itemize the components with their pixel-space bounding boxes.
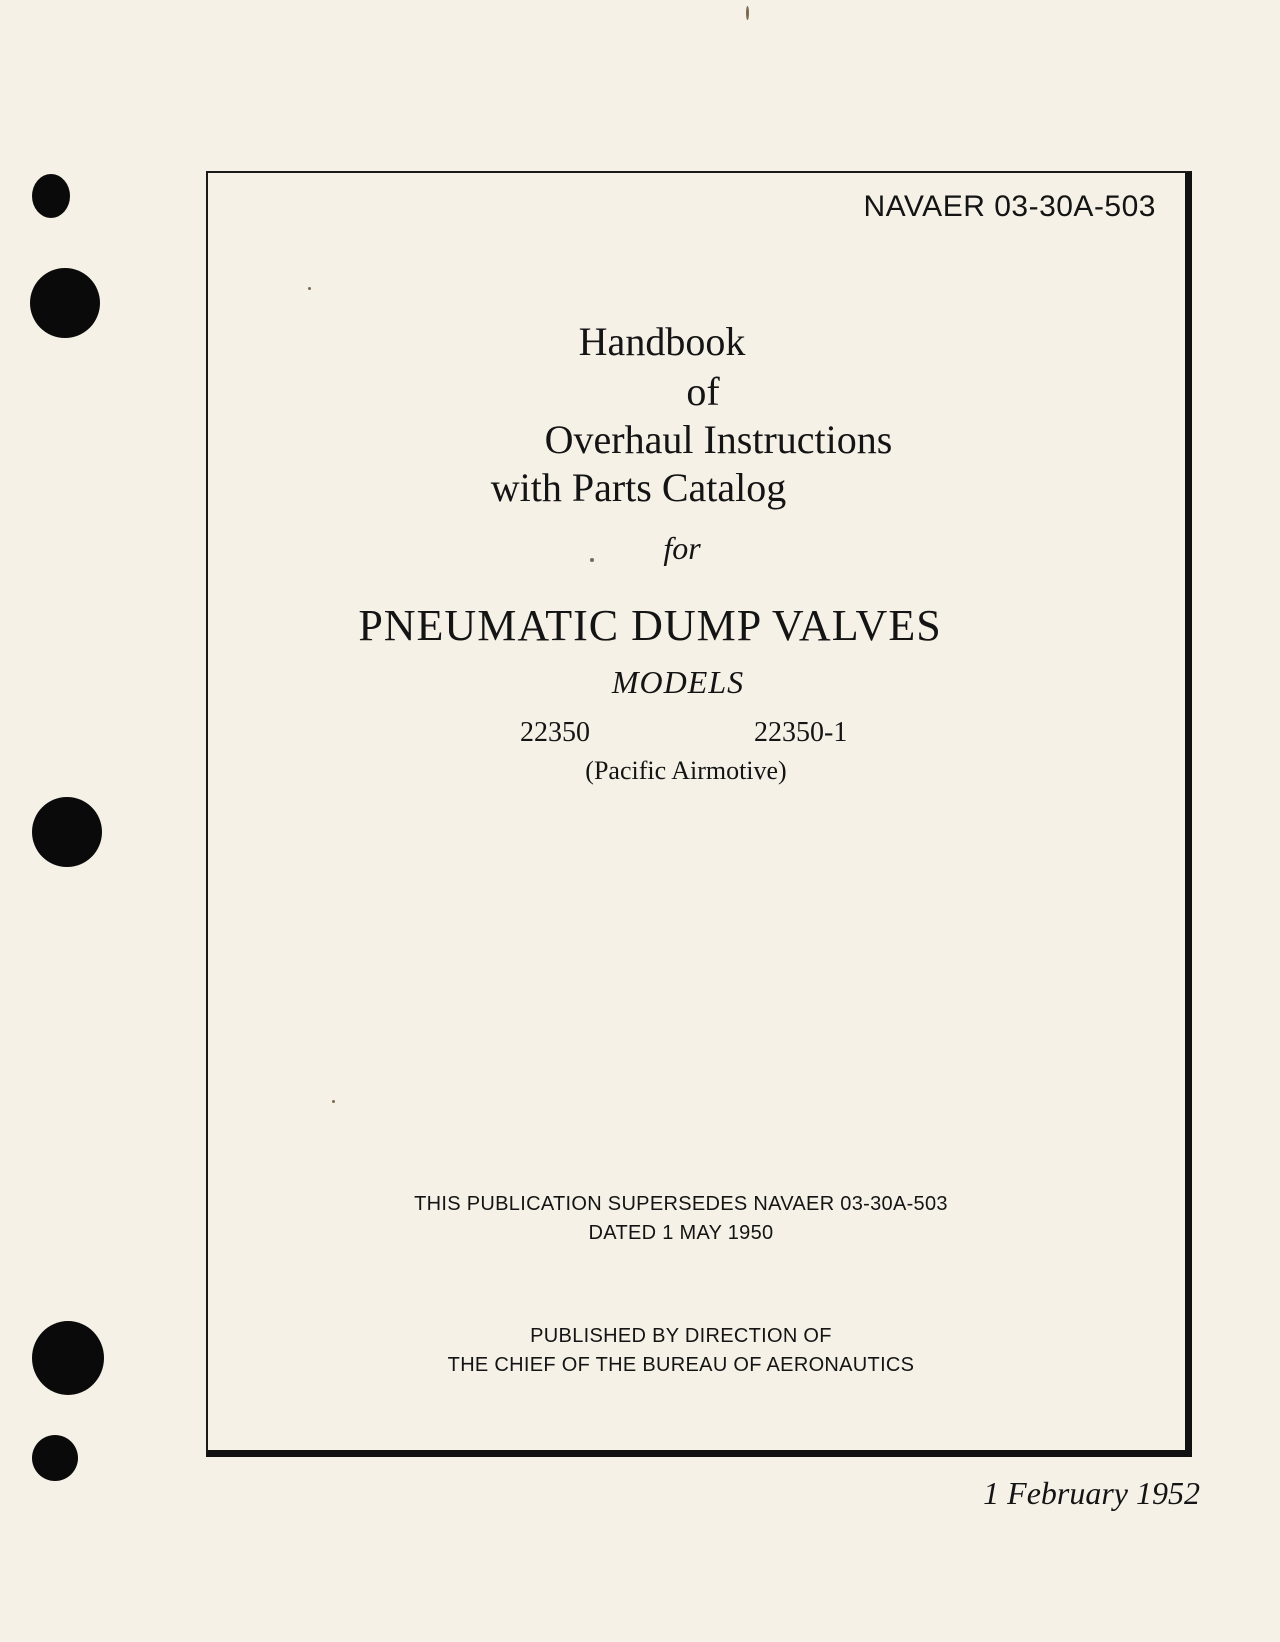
models-label: MODELS [611, 664, 745, 700]
binder-hole [32, 174, 70, 218]
subject-title: PNEUMATIC DUMP VALVES [358, 601, 942, 650]
supersedes-date: DATED 1 MAY 1950 [588, 1222, 774, 1244]
title-overhaul-instructions: Overhaul Instructions [544, 417, 893, 462]
supersedes-notice: THIS PUBLICATION SUPERSEDES NAVAER 03-30A-503 [414, 1193, 948, 1215]
model-number: 22350-1 [754, 717, 848, 748]
binder-hole [32, 1435, 78, 1481]
manufacturer: (Pacific Airmotive) [585, 756, 787, 785]
binder-hole [30, 268, 100, 338]
publisher-line: PUBLISHED BY DIRECTION OF [530, 1325, 832, 1347]
title-parts-catalog: with Parts Catalog [490, 465, 787, 510]
model-number: 22350 [520, 717, 590, 748]
title-of: of [686, 369, 720, 414]
binder-hole [32, 797, 102, 867]
for-label: for [663, 530, 701, 566]
title-handbook: Handbook [578, 319, 746, 364]
document-number: NAVAER 03-30A-503 [863, 190, 1156, 223]
paper-mark [746, 6, 749, 20]
publication-date: 1 February 1952 [983, 1475, 1200, 1511]
publisher-authority: THE CHIEF OF THE BUREAU OF AERONAUTICS [447, 1354, 915, 1376]
binder-hole [32, 1321, 104, 1395]
